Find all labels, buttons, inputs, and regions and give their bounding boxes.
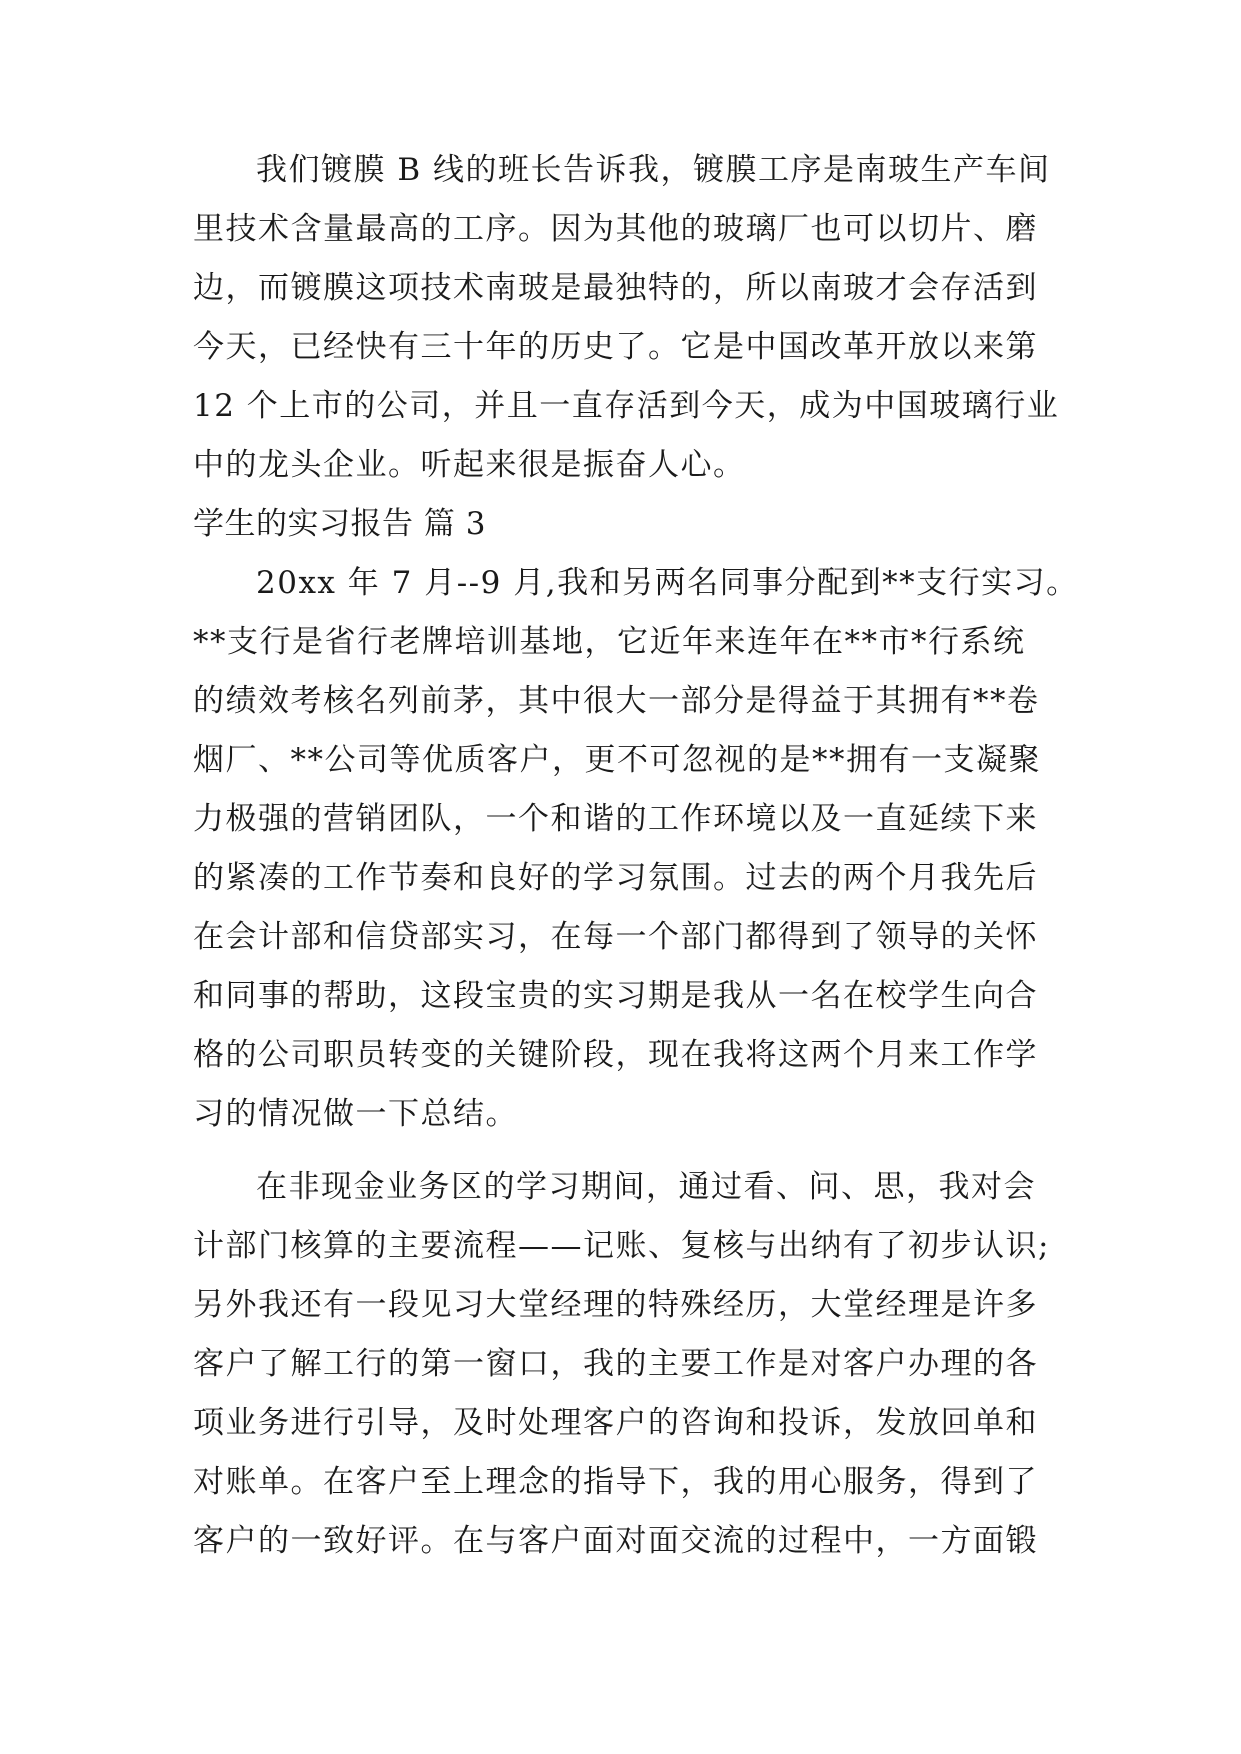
paragraph-2-line-2: **支行是省行老牌培训基地，它近年来连年在**市*行系统 <box>193 624 1026 660</box>
paragraph-2-line-8: 和同事的帮助，这段宝贵的实习期是我从一名在校学生向合 <box>193 978 1038 1014</box>
paragraph-1-line-5: 12 个上市的公司，并且一直存活到今天，成为中国玻璃行业 <box>193 388 1060 424</box>
paragraph-1-line-4: 今天，已经快有三十年的历史了。它是中国改革开放以来第 <box>193 329 1038 365</box>
paragraph-1-line-2: 里技术含量最高的工序。因为其他的玻璃厂也可以切片、磨 <box>193 211 1038 247</box>
paragraph-1-line-3: 边，而镀膜这项技术南玻是最独特的，所以南玻才会存活到 <box>193 270 1038 306</box>
paragraph-2-line-5: 力极强的营销团队，一个和谐的工作环境以及一直延续下来 <box>193 801 1038 837</box>
paragraph-3-line-2: 计部门核算的主要流程——记账、复核与出纳有了初步认识; <box>193 1228 1050 1264</box>
paragraph-3-line-5: 项业务进行引导，及时处理客户的咨询和投诉，发放回单和 <box>193 1405 1038 1441</box>
paragraph-2-line-9: 格的公司职员转变的关键阶段，现在我将这两个月来工作学 <box>193 1037 1038 1073</box>
paragraph-1-line-6: 中的龙头企业。听起来很是振奋人心。 <box>193 447 746 483</box>
section-heading: 学生的实习报告 篇 3 <box>193 506 486 542</box>
paragraph-3-line-6: 对账单。在客户至上理念的指导下，我的用心服务，得到了 <box>193 1464 1038 1500</box>
paragraph-3-line-3: 另外我还有一段见习大堂经理的特殊经历，大堂经理是许多 <box>193 1287 1038 1323</box>
paragraph-2-line-3: 的绩效考核名列前茅，其中很大一部分是得益于其拥有**卷 <box>193 683 1040 719</box>
paragraph-3-line-4: 客户了解工行的第一窗口，我的主要工作是对客户办理的各 <box>193 1346 1038 1382</box>
paragraph-2-line-10: 习的情况做一下总结。 <box>193 1096 518 1132</box>
paragraph-3-line-1: 在非现金业务区的学习期间，通过看、问、思，我对会 <box>256 1169 1036 1205</box>
paragraph-1-line-1: 我们镀膜 B 线的班长告诉我，镀膜工序是南玻生产车间 <box>256 152 1051 188</box>
paragraph-2-line-1: 20xx 年 7 月--9 月,我和另两名同事分配到**支行实习。 <box>256 565 1079 601</box>
paragraph-3-line-7: 客户的一致好评。在与客户面对面交流的过程中，一方面锻 <box>193 1523 1038 1559</box>
paragraph-2-line-4: 烟厂、**公司等优质客户，更不可忽视的是**拥有一支凝聚 <box>193 742 1041 778</box>
paragraph-2-line-7: 在会计部和信贷部实习，在每一个部门都得到了领导的关怀 <box>193 919 1038 955</box>
paragraph-2-line-6: 的紧凑的工作节奏和良好的学习氛围。过去的两个月我先后 <box>193 860 1038 896</box>
